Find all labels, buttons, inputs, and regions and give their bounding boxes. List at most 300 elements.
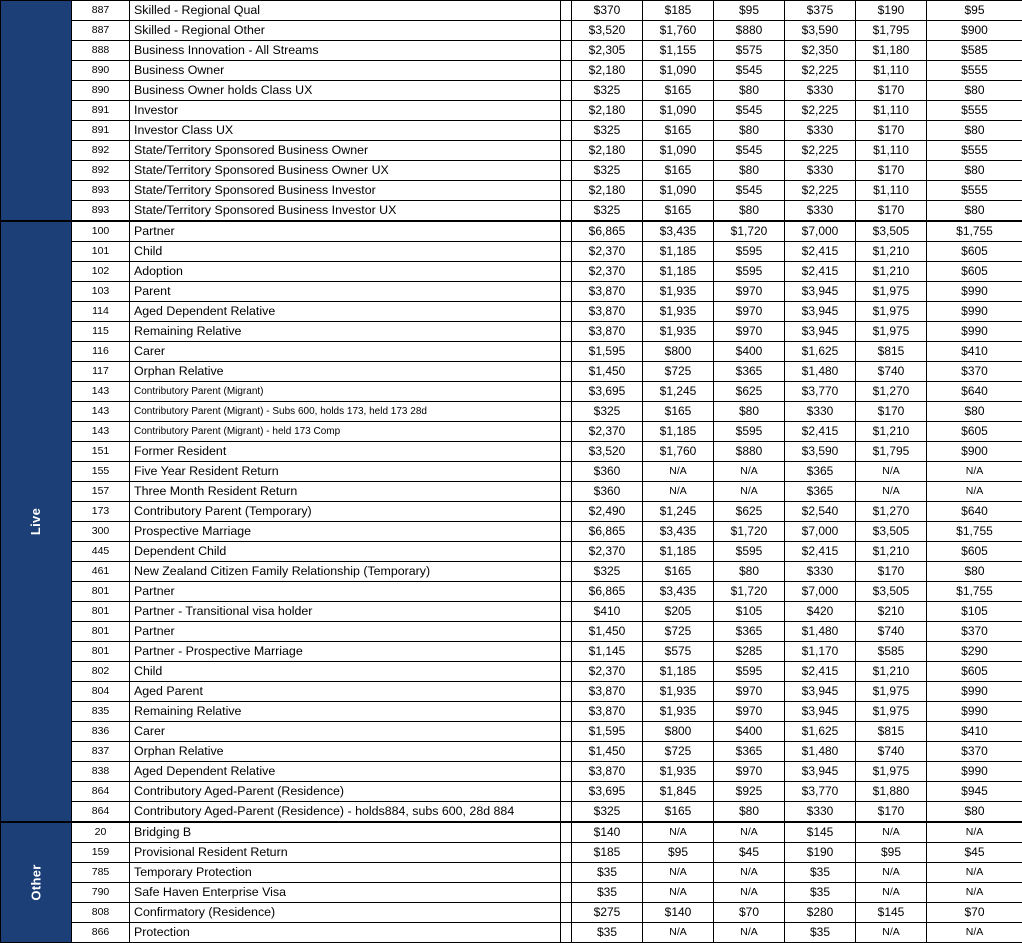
fee-cell: $900 xyxy=(927,442,1022,462)
fee-cell: $555 xyxy=(927,101,1022,121)
fee-cell: $1,185 xyxy=(643,662,714,682)
spacer-cell xyxy=(561,762,572,782)
fee-cell: $925 xyxy=(714,782,785,802)
visa-subclass-code: 808 xyxy=(72,903,130,923)
fee-cell: $170 xyxy=(856,121,927,141)
visa-name: Orphan Relative xyxy=(130,362,561,382)
fee-cell: $1,935 xyxy=(643,322,714,342)
fee-cell: $105 xyxy=(927,602,1022,622)
visa-subclass-code: 892 xyxy=(72,141,130,161)
spacer-cell xyxy=(561,883,572,903)
fee-cell: $45 xyxy=(714,843,785,863)
fee-cell: $1,935 xyxy=(643,762,714,782)
fee-cell: $3,770 xyxy=(785,382,856,402)
fee-cell: N/A xyxy=(714,482,785,502)
fee-cell: $815 xyxy=(856,342,927,362)
fee-cell: $1,880 xyxy=(856,782,927,802)
fee-cell: $2,180 xyxy=(572,101,643,121)
fee-cell: $80 xyxy=(714,161,785,181)
fee-cell: $3,870 xyxy=(572,762,643,782)
fee-cell: $1,935 xyxy=(643,302,714,322)
spacer-cell xyxy=(561,782,572,802)
fee-cell: $555 xyxy=(927,61,1022,81)
fee-cell: $365 xyxy=(714,622,785,642)
fee-cell: $3,520 xyxy=(572,442,643,462)
visa-subclass-code: 100 xyxy=(72,221,130,242)
fee-cell: $140 xyxy=(643,903,714,923)
fee-cell: $3,870 xyxy=(572,702,643,722)
fee-cell: $2,180 xyxy=(572,181,643,201)
fee-cell: $2,415 xyxy=(785,662,856,682)
visa-subclass-code: 864 xyxy=(72,782,130,802)
spacer-cell xyxy=(561,81,572,101)
fee-cell: $595 xyxy=(714,662,785,682)
visa-name: Prospective Marriage xyxy=(130,522,561,542)
visa-subclass-code: 804 xyxy=(72,682,130,702)
visa-name: Five Year Resident Return xyxy=(130,462,561,482)
fee-cell: $80 xyxy=(927,81,1022,101)
fee-cell: $1,795 xyxy=(856,442,927,462)
fee-cell: $80 xyxy=(927,161,1022,181)
fee-cell: $1,155 xyxy=(643,41,714,61)
fee-cell: $410 xyxy=(927,722,1022,742)
fee-cell: $595 xyxy=(714,422,785,442)
fee-cell: $1,185 xyxy=(643,542,714,562)
table-row xyxy=(1,863,1022,883)
table-row xyxy=(1,201,1022,222)
table-row xyxy=(1,382,1022,402)
visa-name: State/Territory Sponsored Business Investor xyxy=(130,181,561,201)
fee-cell: $330 xyxy=(785,81,856,101)
visa-name: Business Owner xyxy=(130,61,561,81)
fee-cell: $45 xyxy=(927,843,1022,863)
fee-cell: $80 xyxy=(927,121,1022,141)
fee-cell: $800 xyxy=(643,342,714,362)
fee-cell: $365 xyxy=(714,362,785,382)
fee-cell: $3,695 xyxy=(572,782,643,802)
visa-subclass-code: 785 xyxy=(72,863,130,883)
fee-cell: $190 xyxy=(785,843,856,863)
fee-cell: N/A xyxy=(643,883,714,903)
fee-cell: $605 xyxy=(927,662,1022,682)
fee-cell: $1,720 xyxy=(714,522,785,542)
fee-cell: $725 xyxy=(643,362,714,382)
visa-subclass-code: 892 xyxy=(72,161,130,181)
visa-name: Child xyxy=(130,662,561,682)
fee-cell: $900 xyxy=(927,21,1022,41)
table-row xyxy=(1,181,1022,201)
fee-cell: $280 xyxy=(785,903,856,923)
group-label-cell xyxy=(1,822,72,943)
spacer-cell xyxy=(561,462,572,482)
fee-cell: $1,210 xyxy=(856,242,927,262)
fee-cell: $170 xyxy=(856,402,927,422)
visa-name: Partner - Transitional visa holder xyxy=(130,602,561,622)
fee-cell: $370 xyxy=(927,362,1022,382)
table-row xyxy=(1,602,1022,622)
table-row xyxy=(1,322,1022,342)
fee-cell: $1,760 xyxy=(643,442,714,462)
fee-cell: $330 xyxy=(785,562,856,582)
table-row xyxy=(1,682,1022,702)
fee-cell: $2,370 xyxy=(572,542,643,562)
fee-cell: $370 xyxy=(927,742,1022,762)
fee-cell: $80 xyxy=(714,802,785,823)
fee-cell: $95 xyxy=(714,1,785,21)
fee-cell: $1,210 xyxy=(856,662,927,682)
fee-cell: $2,180 xyxy=(572,61,643,81)
fee-cell: $1,110 xyxy=(856,181,927,201)
fee-cell: $2,540 xyxy=(785,502,856,522)
visa-name: Bridging B xyxy=(130,822,561,843)
table-row xyxy=(1,762,1022,782)
fee-cell: $1,975 xyxy=(856,322,927,342)
fee-cell: $990 xyxy=(927,302,1022,322)
fee-cell: N/A xyxy=(714,462,785,482)
fee-cell: $545 xyxy=(714,181,785,201)
fee-cell: $360 xyxy=(572,482,643,502)
fee-cell: $2,370 xyxy=(572,262,643,282)
spacer-cell xyxy=(561,242,572,262)
fee-cell: $1,185 xyxy=(643,242,714,262)
table-row xyxy=(1,242,1022,262)
fee-cell: $1,090 xyxy=(643,181,714,201)
fee-cell: $1,450 xyxy=(572,362,643,382)
fee-cell: N/A xyxy=(927,482,1022,502)
fee-cell: $3,505 xyxy=(856,221,927,242)
fee-cell: $1,755 xyxy=(927,522,1022,542)
table-row xyxy=(1,782,1022,802)
spacer-cell xyxy=(561,41,572,61)
visa-subclass-code: 891 xyxy=(72,121,130,141)
visa-name: Remaining Relative xyxy=(130,322,561,342)
fee-cell: $410 xyxy=(927,342,1022,362)
fee-cell: $285 xyxy=(714,642,785,662)
visa-name: Carer xyxy=(130,342,561,362)
fee-cell: $3,870 xyxy=(572,682,643,702)
spacer-cell xyxy=(561,61,572,81)
fee-cell: $2,225 xyxy=(785,101,856,121)
visa-name: Provisional Resident Return xyxy=(130,843,561,863)
spacer-cell xyxy=(561,282,572,302)
fee-cell: $190 xyxy=(856,1,927,21)
visa-subclass-code: 888 xyxy=(72,41,130,61)
fee-cell: $80 xyxy=(927,402,1022,422)
fee-cell: $1,625 xyxy=(785,342,856,362)
fee-cell: $2,490 xyxy=(572,502,643,522)
visa-subclass-code: 893 xyxy=(72,181,130,201)
visa-name: Partner xyxy=(130,622,561,642)
visa-subclass-code: 103 xyxy=(72,282,130,302)
fee-cell: $605 xyxy=(927,542,1022,562)
visa-subclass-code: 891 xyxy=(72,101,130,121)
table-row xyxy=(1,542,1022,562)
fee-cell: $1,270 xyxy=(856,382,927,402)
table-row xyxy=(1,883,1022,903)
visa-subclass-code: 20 xyxy=(72,822,130,843)
visa-name: Contributory Parent (Migrant) xyxy=(130,382,561,402)
fee-cell: $145 xyxy=(785,822,856,843)
fee-cell: N/A xyxy=(927,923,1022,943)
fee-cell: $2,305 xyxy=(572,41,643,61)
spacer-cell xyxy=(561,802,572,823)
group-label-cell xyxy=(1,1,72,222)
fee-cell: N/A xyxy=(856,923,927,943)
visa-name: Aged Parent xyxy=(130,682,561,702)
fee-cell: $165 xyxy=(643,121,714,141)
fee-cell: $605 xyxy=(927,262,1022,282)
fee-cell: N/A xyxy=(856,822,927,843)
fee-cell: $2,350 xyxy=(785,41,856,61)
fee-cell: $3,870 xyxy=(572,322,643,342)
table-row xyxy=(1,221,1022,242)
fee-cell: $605 xyxy=(927,242,1022,262)
fee-cell: $80 xyxy=(927,562,1022,582)
fee-cell: $1,185 xyxy=(643,262,714,282)
fee-cell: $585 xyxy=(856,642,927,662)
fee-cell: $1,145 xyxy=(572,642,643,662)
spacer-cell xyxy=(561,262,572,282)
visa-subclass-code: 102 xyxy=(72,262,130,282)
fee-cell: $165 xyxy=(643,562,714,582)
fee-cell: $170 xyxy=(856,802,927,823)
fee-cell: $1,110 xyxy=(856,61,927,81)
fee-cell: $970 xyxy=(714,762,785,782)
spacer-cell xyxy=(561,923,572,943)
fee-cell: $325 xyxy=(572,161,643,181)
table-row xyxy=(1,802,1022,823)
fee-cell: $165 xyxy=(643,402,714,422)
fee-cell: $1,110 xyxy=(856,141,927,161)
fee-cell: $555 xyxy=(927,181,1022,201)
fee-cell: $3,770 xyxy=(785,782,856,802)
fee-cell: N/A xyxy=(714,863,785,883)
fee-cell: $595 xyxy=(714,262,785,282)
fee-cell: N/A xyxy=(856,462,927,482)
fee-table-body xyxy=(1,1,1022,943)
fee-cell: $3,505 xyxy=(856,522,927,542)
fee-cell: $330 xyxy=(785,161,856,181)
table-row xyxy=(1,442,1022,462)
fee-cell: N/A xyxy=(643,482,714,502)
fee-cell: $815 xyxy=(856,722,927,742)
fee-cell: $545 xyxy=(714,101,785,121)
spacer-cell xyxy=(561,442,572,462)
fee-cell: $6,865 xyxy=(572,582,643,602)
fee-cell: $880 xyxy=(714,442,785,462)
visa-name: Safe Haven Enterprise Visa xyxy=(130,883,561,903)
spacer-cell xyxy=(561,522,572,542)
table-row xyxy=(1,161,1022,181)
table-row xyxy=(1,642,1022,662)
fee-cell: $185 xyxy=(643,1,714,21)
visa-name: Contributory Aged-Parent (Residence) - holds884, subs 600, 28d 884 xyxy=(130,802,561,823)
visa-name: Contributory Aged-Parent (Residence) xyxy=(130,782,561,802)
visa-subclass-code: 115 xyxy=(72,322,130,342)
visa-subclass-code: 143 xyxy=(72,422,130,442)
fee-cell: N/A xyxy=(643,462,714,482)
spacer-cell xyxy=(561,622,572,642)
fee-cell: $1,720 xyxy=(714,221,785,242)
fee-cell: $1,480 xyxy=(785,742,856,762)
spacer-cell xyxy=(561,21,572,41)
fee-cell: $605 xyxy=(927,422,1022,442)
fee-cell: $640 xyxy=(927,502,1022,522)
fee-cell: $3,945 xyxy=(785,762,856,782)
fee-cell: $2,225 xyxy=(785,61,856,81)
spacer-cell xyxy=(561,101,572,121)
fee-cell: $6,865 xyxy=(572,221,643,242)
fee-cell: $80 xyxy=(714,81,785,101)
visa-name: State/Territory Sponsored Business Owner UX xyxy=(130,161,561,181)
visa-name: State/Territory Sponsored Business Owner xyxy=(130,141,561,161)
fee-cell: $360 xyxy=(572,462,643,482)
fee-cell: $70 xyxy=(927,903,1022,923)
spacer-cell xyxy=(561,822,572,843)
fee-cell: $1,935 xyxy=(643,682,714,702)
visa-name: Parent xyxy=(130,282,561,302)
spacer-cell xyxy=(561,302,572,322)
visa-name: Business Innovation - All Streams xyxy=(130,41,561,61)
visa-subclass-code: 114 xyxy=(72,302,130,322)
visa-name: Partner xyxy=(130,582,561,602)
fee-cell: $2,180 xyxy=(572,141,643,161)
spacer-cell xyxy=(561,382,572,402)
fee-cell: $1,090 xyxy=(643,101,714,121)
fee-cell: $365 xyxy=(785,462,856,482)
visa-name: Adoption xyxy=(130,262,561,282)
spacer-cell xyxy=(561,682,572,702)
fee-cell: $1,245 xyxy=(643,502,714,522)
visa-subclass-code: 837 xyxy=(72,742,130,762)
fee-cell: $3,945 xyxy=(785,322,856,342)
visa-subclass-code: 890 xyxy=(72,61,130,81)
visa-subclass-code: 802 xyxy=(72,662,130,682)
fee-cell: $35 xyxy=(785,883,856,903)
fee-cell: N/A xyxy=(856,482,927,502)
fee-cell: $740 xyxy=(856,362,927,382)
table-row xyxy=(1,262,1022,282)
fee-cell: $1,935 xyxy=(643,702,714,722)
fee-cell: $2,415 xyxy=(785,422,856,442)
fee-cell: $3,435 xyxy=(643,522,714,542)
fee-cell: $35 xyxy=(572,883,643,903)
spacer-cell xyxy=(561,322,572,342)
fee-cell: $725 xyxy=(643,742,714,762)
fee-cell: $1,480 xyxy=(785,622,856,642)
fee-cell: $7,000 xyxy=(785,522,856,542)
fee-cell: $370 xyxy=(927,622,1022,642)
table-row xyxy=(1,622,1022,642)
table-row xyxy=(1,522,1022,542)
fee-cell: $2,370 xyxy=(572,662,643,682)
fee-cell: $95 xyxy=(643,843,714,863)
spacer-cell xyxy=(561,201,572,222)
visa-subclass-code: 893 xyxy=(72,201,130,222)
fee-cell: $375 xyxy=(785,1,856,21)
visa-subclass-code: 159 xyxy=(72,843,130,863)
fee-cell: $410 xyxy=(572,602,643,622)
fee-cell: $370 xyxy=(572,1,643,21)
fee-cell: $880 xyxy=(714,21,785,41)
table-row xyxy=(1,302,1022,322)
fee-cell: $2,225 xyxy=(785,141,856,161)
table-row xyxy=(1,462,1022,482)
fee-cell: $1,720 xyxy=(714,582,785,602)
visa-name: Child xyxy=(130,242,561,262)
fee-cell: N/A xyxy=(643,863,714,883)
fee-cell: $95 xyxy=(856,843,927,863)
fee-cell: $3,945 xyxy=(785,302,856,322)
fee-cell: $35 xyxy=(572,863,643,883)
fee-cell: $145 xyxy=(856,903,927,923)
spacer-cell xyxy=(561,662,572,682)
visa-name: Confirmatory (Residence) xyxy=(130,903,561,923)
fee-cell: $95 xyxy=(927,1,1022,21)
visa-name: Skilled - Regional Other xyxy=(130,21,561,41)
fee-cell: $3,435 xyxy=(643,221,714,242)
fee-cell: $325 xyxy=(572,121,643,141)
visa-subclass-code: 143 xyxy=(72,382,130,402)
spacer-cell xyxy=(561,502,572,522)
visa-subclass-code: 173 xyxy=(72,502,130,522)
visa-name: Investor xyxy=(130,101,561,121)
fee-cell: $1,270 xyxy=(856,502,927,522)
spacer-cell xyxy=(561,542,572,562)
fee-cell: $290 xyxy=(927,642,1022,662)
visa-name: Aged Dependent Relative xyxy=(130,302,561,322)
fee-cell: $990 xyxy=(927,702,1022,722)
table-row xyxy=(1,342,1022,362)
fee-cell: $1,595 xyxy=(572,342,643,362)
fee-cell: $970 xyxy=(714,322,785,342)
visa-name: Three Month Resident Return xyxy=(130,482,561,502)
table-row xyxy=(1,121,1022,141)
visa-subclass-code: 101 xyxy=(72,242,130,262)
fee-cell: $35 xyxy=(785,923,856,943)
fee-cell: $970 xyxy=(714,682,785,702)
fee-cell: $545 xyxy=(714,141,785,161)
spacer-cell xyxy=(561,1,572,21)
visa-subclass-code: 836 xyxy=(72,722,130,742)
fee-cell: $105 xyxy=(714,602,785,622)
fee-cell: $1,595 xyxy=(572,722,643,742)
fee-cell: $80 xyxy=(714,201,785,222)
spacer-cell xyxy=(561,602,572,622)
fee-cell: $1,755 xyxy=(927,582,1022,602)
fee-cell: N/A xyxy=(643,923,714,943)
fee-cell: $170 xyxy=(856,81,927,101)
visa-subclass-code: 116 xyxy=(72,342,130,362)
fee-cell: $3,870 xyxy=(572,302,643,322)
fee-cell: $2,415 xyxy=(785,262,856,282)
fee-cell: $1,180 xyxy=(856,41,927,61)
fee-cell: $140 xyxy=(572,822,643,843)
fee-cell: $325 xyxy=(572,201,643,222)
visa-name: Dependent Child xyxy=(130,542,561,562)
group-label: Other xyxy=(26,864,45,900)
visa-name: New Zealand Citizen Family Relationship (Temporary) xyxy=(130,562,561,582)
spacer-cell xyxy=(561,702,572,722)
fee-cell: $3,945 xyxy=(785,702,856,722)
table-row xyxy=(1,502,1022,522)
spacer-cell xyxy=(561,141,572,161)
fee-cell: N/A xyxy=(714,883,785,903)
fee-cell: $325 xyxy=(572,402,643,422)
table-row xyxy=(1,422,1022,442)
fee-cell: N/A xyxy=(856,863,927,883)
fee-cell: $7,000 xyxy=(785,582,856,602)
